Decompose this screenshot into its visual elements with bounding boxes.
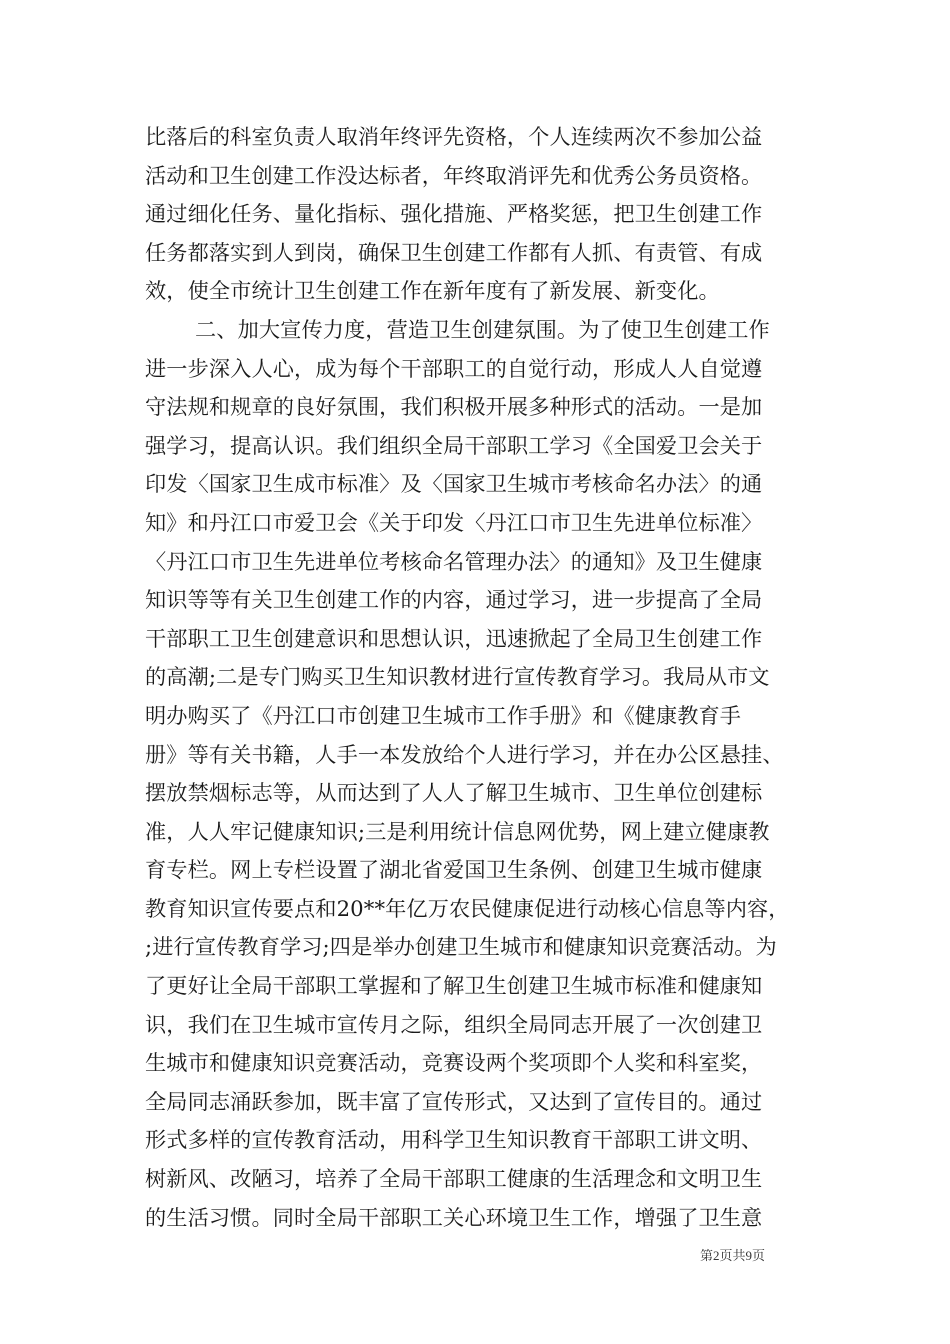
text-line: 〈丹江口市卫生先进单位考核命名管理办法〉的通知》及卫生健康 <box>145 548 763 574</box>
paragraph-start-line: 二、加大宣传力度，营造卫生创建氛围。为了使卫生创建工作 <box>195 316 770 342</box>
text-line: 了更好让全局干部职工掌握和了解卫生创建卫生城市标准和健康知 <box>145 973 763 999</box>
text-line: 册》等有关书籍，人手一本发放给个人进行学习，并在办公区悬挂、 <box>145 741 784 767</box>
text-line: 的高潮;二是专门购买卫生知识教材进行宣传教育学习。我局从市文 <box>145 664 770 690</box>
text-line: 知识等等有关卫生创建工作的内容，通过学习，进一步提高了全局 <box>145 587 763 613</box>
text-line: 全局同志涌跃参加，既丰富了宣传形式，又达到了宣传目的。通过 <box>145 1088 763 1114</box>
text-line: 准，人人牢记健康知识;三是利用统计信息网优势，网上建立健康教 <box>145 818 770 844</box>
text-line: 生城市和健康知识竞赛活动，竞赛设两个奖项即个人奖和科室奖， <box>145 1050 763 1076</box>
text-line: 知》和丹江口市爱卫会《关于印发〈丹江口市卫生先进单位标准〉 <box>145 509 763 535</box>
text-line: 进一步深入人心，成为每个干部职工的自觉行动，形成人人自觉遵 <box>145 355 763 381</box>
text-line: 任务都落实到人到岗，确保卫生创建工作都有人抓、有责管、有成 <box>145 239 763 265</box>
body-text <box>145 118 810 1237</box>
text-line: 印发〈国家卫生成市标准〉及〈国家卫生城市考核命名办法〉的通 <box>145 471 763 497</box>
text-line: 的生活习惯。同时全局干部职工关心环境卫生工作，增强了卫生意 <box>145 1204 763 1230</box>
text-line: 强学习，提高认识。我们组织全局干部职工学习《全国爱卫会关于 <box>145 432 763 458</box>
page-number-footer: 第2页共9页 <box>700 1248 766 1263</box>
text-line: 摆放禁烟标志等，从而达到了人人了解卫生城市、卫生单位创建标 <box>145 780 763 806</box>
text-line: 树新风、改陋习，培养了全局干部职工健康的生活理念和文明卫生 <box>145 1166 763 1192</box>
text-line: 育专栏。网上专栏设置了湖北省爱国卫生条例、创建卫生城市健康 <box>145 857 763 883</box>
text-line: 比落后的科室负责人取消年终评先资格，个人连续两次不参加公益 <box>145 124 763 149</box>
text-line: 形式多样的宣传教育活动，用科学卫生知识教育干部职工讲文明、 <box>145 1127 763 1153</box>
text-line: 明办购买了《丹江口市创建卫生城市工作手册》和《健康教育手 <box>145 702 742 728</box>
text-line: ;进行宣传教育学习;四是举办创建卫生城市和健康知识竞赛活动。为 <box>145 934 777 960</box>
text-line: 守法规和规章的良好氛围，我们积极开展多种形式的活动。一是加 <box>145 394 763 420</box>
text-line: 识，我们在卫生城市宣传月之际，组织全局同志开展了一次创建卫 <box>145 1011 763 1037</box>
text-line: 活动和卫生创建工作没达标者，年终取消评先和优秀公务员资格。 <box>145 162 763 188</box>
text-line: 干部职工卫生创建意识和思想认识，迅速掀起了全局卫生创建工作 <box>145 625 763 651</box>
text-line: 教育知识宣传要点和20**年亿万农民健康促进行动核心信息等内容， <box>145 895 790 921</box>
text-line: 通过细化任务、量化指标、强化措施、严格奖惩，把卫生创建工作 <box>145 201 763 227</box>
text-line: 效，使全市统计卫生创建工作在新年度有了新发展、新变化。 <box>145 278 720 304</box>
